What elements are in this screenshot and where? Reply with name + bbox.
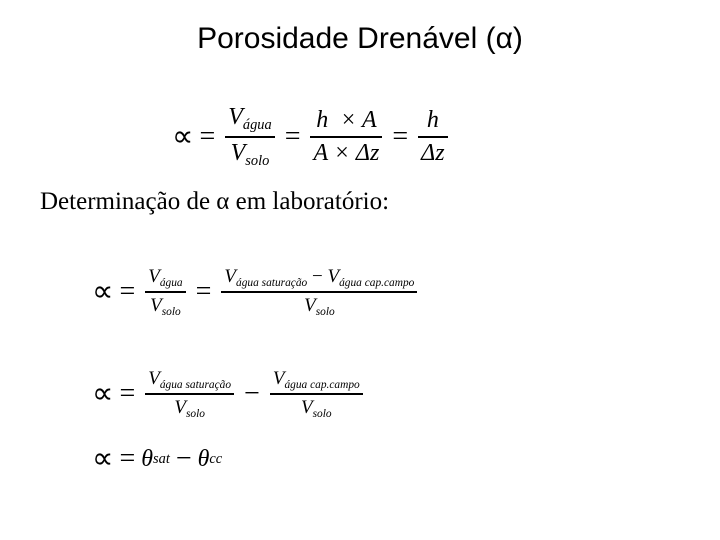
equals-sign: =	[195, 275, 212, 307]
equals-sign: =	[392, 121, 409, 153]
subscript-soil: solo	[245, 153, 270, 170]
subscript-cc: cc	[209, 450, 223, 467]
equals-sign: =	[199, 121, 216, 153]
fraction-saturation-over-soil	[141, 368, 238, 420]
theta-symbol: θ	[197, 445, 210, 472]
equation-theta	[92, 444, 222, 474]
equation-split-fractions	[92, 368, 367, 420]
fraction-h-dz	[414, 107, 451, 167]
denominator-a-times-dz: A × Δz	[313, 140, 380, 167]
fraction-water-over-soil	[221, 104, 278, 170]
subscript-soil: solo	[315, 305, 335, 318]
subscript-water: água	[242, 117, 272, 134]
volume-var: V	[228, 104, 243, 130]
equation-lab-volumes	[92, 266, 421, 318]
volume-var: V	[272, 368, 285, 389]
minus-sign: −	[311, 266, 323, 287]
fraction-water-over-soil	[141, 266, 189, 318]
alpha-symbol: ∝	[172, 120, 194, 154]
fraction-saturation-minus-field-capacity	[217, 266, 421, 318]
section-heading: Determinação de α em laboratório:	[40, 188, 390, 215]
equals-sign: =	[119, 443, 136, 474]
alpha-symbol: ∝	[92, 442, 114, 475]
fraction-h-area	[306, 107, 386, 167]
volume-var: V	[148, 266, 160, 287]
denominator-dz: Δz	[421, 140, 445, 167]
alpha-symbol: ∝	[92, 274, 114, 308]
equals-sign: =	[119, 275, 136, 307]
numerator-h-times-a: h × A	[316, 107, 377, 134]
subscript-water: água	[159, 276, 183, 289]
volume-var: V	[327, 266, 340, 287]
fraction-field-capacity-over-soil	[266, 368, 367, 420]
volume-var: V	[224, 266, 237, 287]
volume-var: V	[150, 294, 162, 316]
equals-sign: =	[284, 121, 301, 153]
subscript-soil: solo	[185, 407, 205, 420]
alpha-symbol: ∝	[92, 376, 114, 410]
subscript-water-field-capacity: água cap.campo	[284, 378, 360, 391]
equals-sign: =	[119, 377, 136, 409]
subscript-soil: solo	[161, 305, 181, 318]
equation-definition	[172, 104, 452, 170]
volume-var: V	[148, 368, 160, 389]
volume-var: V	[230, 140, 246, 167]
subscript-sat: sat	[153, 450, 170, 467]
volume-var: V	[300, 396, 313, 418]
subscript-water-field-capacity: água cap.campo	[339, 276, 415, 289]
theta-symbol: θ	[141, 445, 154, 472]
numerator-h: h	[426, 107, 439, 134]
minus-sign: −	[175, 443, 192, 474]
subscript-soil: solo	[312, 407, 332, 420]
subscript-water-saturation: água saturação	[159, 378, 232, 391]
minus-sign: −	[244, 377, 260, 409]
volume-var: V	[174, 396, 186, 418]
subscript-water-saturation: água saturação	[236, 276, 308, 289]
volume-var: V	[304, 294, 316, 316]
slide-title: Porosidade Drenável (α)	[197, 22, 523, 55]
